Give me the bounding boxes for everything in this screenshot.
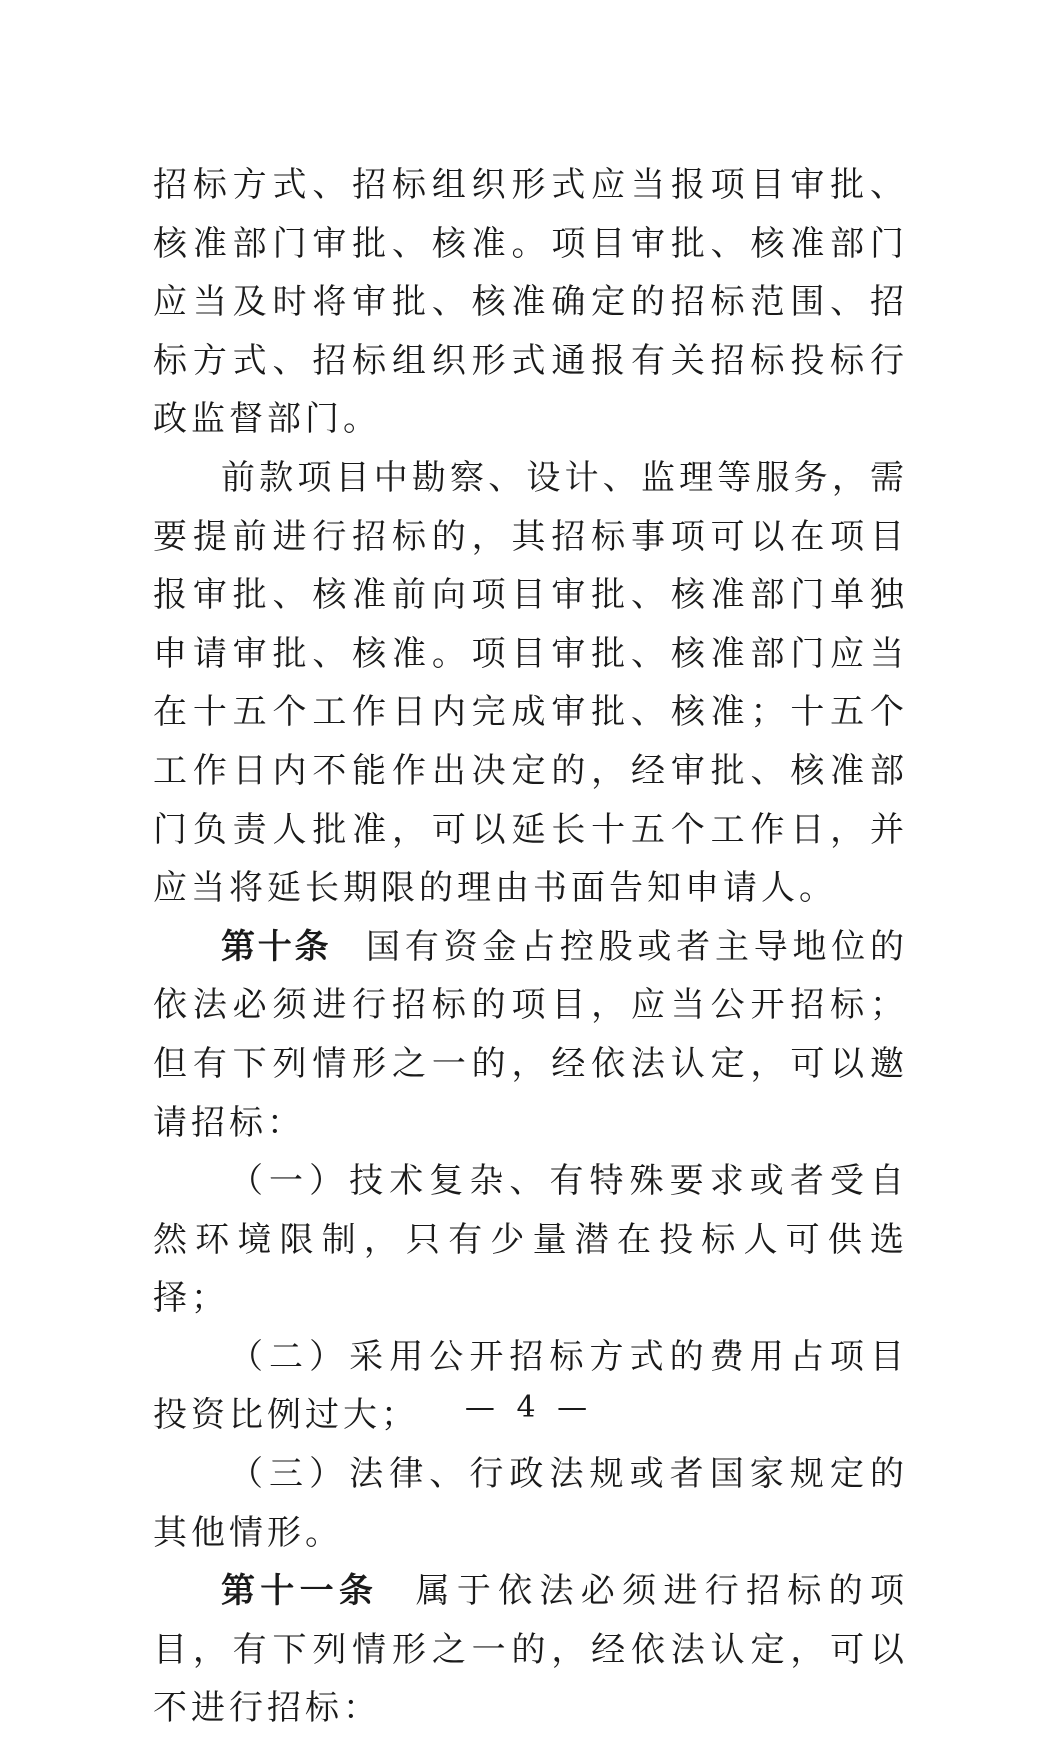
article-11-label: 第十一条	[221, 1571, 379, 1612]
article-10	[153, 918, 908, 1152]
article-10-item-3: （三）法律、行政法规或者国家规定的其他情形。	[153, 1454, 908, 1553]
article-10-label: 第十条	[221, 926, 332, 967]
article-11	[153, 1562, 908, 1738]
document-body	[153, 156, 908, 1738]
article-10-item-1: （一）技术复杂、有特殊要求或者受自然环境限制，只有少量潜在投标人可供选择；	[153, 1161, 908, 1319]
paragraph-approval-notice: 招标方式、招标组织形式应当报项目审批、核准部门审批、核准。项目审批、核准部门应当及时将审批、核准确定的招标范围、招标方式、招标组织形式通报有关招标投标行政监督部门。	[153, 165, 908, 440]
article-10-text: 国有资金占控股或者主导地位的依法必须进行招标的项目，应当公开招标；但有下列情形之一的，经依法认定，可以邀请招标：	[153, 926, 909, 1143]
article-10-item-2: （二）采用公开招标方式的费用占项目投资比例过大；	[153, 1336, 908, 1436]
article-11-text: 属于依法必须进行招标的项目，有下列情形之一的，经依法认定，可以不进行招标：	[153, 1571, 908, 1729]
paragraph-survey-design-supervision: 前款项目中勘察、设计、监理等服务，需要提前进行招标的，其招标事项可以在项目报审批、核准前向项目审批、核准部门单独申请审批、核准。项目审批、核准部门应当在十五个工作日内完成审批、核准；十五个工作日内不能作出决定的，经审批、核准部门负责人批准，可以延长十五个工作日，并应当将延长期限的理由书面告知申请人。	[153, 457, 908, 909]
page-number: — 4 —	[464, 1390, 594, 1425]
